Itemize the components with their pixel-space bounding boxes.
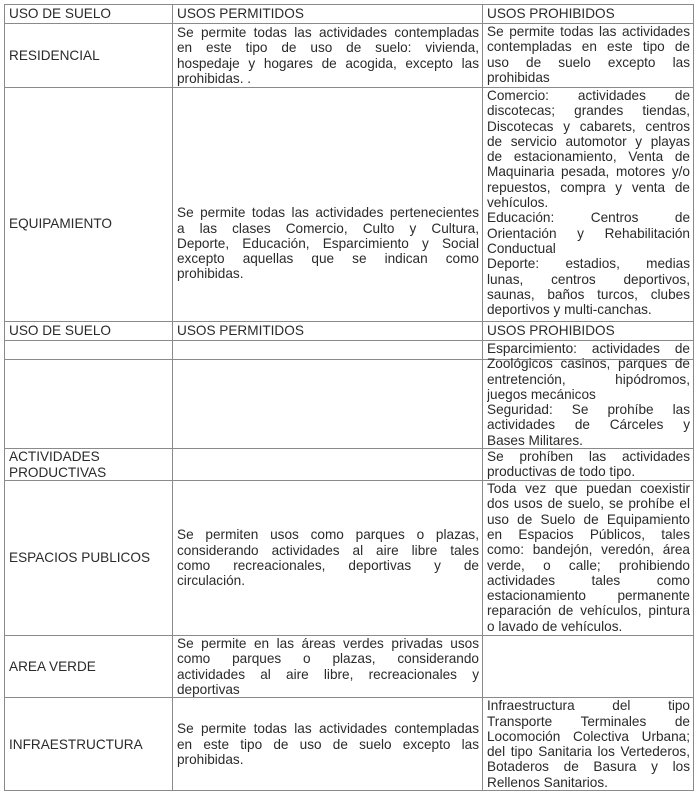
text-line: uso de Suelo de Equipamiento [487,511,690,527]
table-row [5,481,694,636]
text-line: hospedaje y hogares de acogida, excepto las [177,55,479,71]
column-header: USO DE SUELO [5,322,173,341]
text-line: Esparcimiento: actividades de [487,341,690,356]
text-line: de estacionamiento, Venta de [487,149,690,165]
column-header: USOS PROHIBIDOS [483,5,694,24]
text-line: Botaderos de Basura y los [487,759,690,775]
text-line: Comercio: actividades de [487,88,690,103]
land-use-table-part-2 [4,321,694,791]
land-use-cell [5,341,173,449]
text-line: Infraestructura del tipo [487,698,690,714]
prohibited-uses-cell [483,481,694,636]
land-use-cell [5,449,173,481]
table-row [5,636,694,698]
text-line: Deporte, Educación, Esparcimiento y Social [177,235,479,251]
prohibited-uses-cell [483,449,694,481]
land-use-cell [5,88,173,360]
text-line: prohibidas [487,69,550,85]
text-line: Deporte: estadios, medias [487,256,690,272]
text-line: juegos mecánicos [487,386,596,402]
text-line: en Espacios Públicos, tales [487,526,690,542]
table-row [5,449,694,481]
text-line: lunas, centros deportivos, [487,271,690,287]
text-line: Transporte Terminales de [487,713,690,729]
text-line: prohibidas. . [177,70,252,86]
text-line: Orientación y Rehabilitación [487,225,690,241]
text-line: vehículos. [487,195,549,211]
text-line: estacionamiento permanente [487,588,690,604]
text-line: considerando actividades al aire libre tales [177,542,479,558]
text-line: verde, o calle; prohibiendo [487,557,690,573]
text-line: AREA VERDE [9,659,96,675]
text-line: Se permite todas las actividades pertenecientes [177,205,479,221]
text-line: Discotecas y cabarets, centros [487,118,690,134]
text-line: Se permite todas las actividades [487,24,690,39]
text-line: ESPACIOS PUBLICOS [9,550,151,566]
permitted-uses-cell [173,481,483,636]
permitted-uses-cell [173,449,483,481]
text-line: actividades de Cárceles y [487,417,690,433]
text-line: circulación. [177,573,245,589]
text-line: en este tipo de uso de suelo excepto las [177,736,479,752]
header-row [5,5,694,24]
text-line: Zoológicos casinos, parques de [487,356,690,372]
land-use-cell [5,481,173,636]
text-line: Toda vez que puedan coexistir [487,481,690,497]
text-line: Locomoción Colectiva Urbana; [487,728,690,744]
text-line: Bases Militares. [487,432,583,448]
prohibited-uses-cell [483,636,694,698]
text-line: o lavado de vehículos. [487,618,623,634]
text-line: como recreacionales, deportivas y de [177,558,479,574]
text-line: discotecas; grandes tiendas, [487,103,690,119]
permitted-uses-cell [173,88,483,360]
text-line: deportivos y multi-canchas. [487,302,652,318]
text-line: Educación: Centros de [487,210,690,226]
permitted-uses-cell [173,636,483,698]
text-line: INFRAESTRUCTURA [9,736,143,752]
text-line: productivas de todo tipo. [487,464,636,480]
permitted-uses-cell [173,698,483,791]
text-line: actividades al aire libre, recreacionales y [177,666,479,682]
table-row [5,88,694,360]
text-line: Se permite todas las actividades contempladas [177,721,479,737]
land-use-cell [5,24,173,88]
column-header: USOS PERMITIDOS [173,322,483,341]
text-line: como parques o plazas, considerando [177,651,479,667]
prohibited-uses-cell [483,24,694,88]
permitted-uses-cell [173,24,483,88]
text-line: actividades tales como [487,572,690,588]
text-line: como: bandejón, veredón, área [487,542,690,558]
text-line: a las clases Comercio, Culto y Cultura, [177,220,479,236]
text-line: ACTIVIDADES [9,449,100,465]
text-line: repuestos, compra y venta de [487,179,690,195]
text-line: prohibidas. [177,266,244,282]
permitted-uses-cell [173,341,483,449]
text-line: dos usos de suelo, se prohíbe el [487,496,690,512]
text-line: Seguridad: Se prohíbe las [487,402,690,418]
text-line: Se permiten usos como parques o plazas, [177,527,479,543]
text-line: deportivas [177,681,240,697]
text-line: contempladas en este tipo de [487,39,690,55]
table-row [5,698,694,791]
text-line: Conductual [487,240,556,256]
land-use-table-part-1 [4,4,694,360]
table-row [5,341,694,449]
text-line: uso de suelo excepto las [487,54,690,70]
prohibited-uses-cell [483,698,694,791]
text-line: de servicio automotor y playas [487,133,690,149]
column-header: USOS PERMITIDOS [173,5,483,24]
text-line: Rellenos Sanitarios. [487,774,608,790]
text-line: reparación de vehículos, pintura [487,603,690,619]
text-line: en este tipo de uso de suelo: vivienda, [177,40,479,56]
land-use-cell [5,636,173,698]
header-row [5,322,694,341]
text-line: Maquinaria pesada, motores y/o [487,164,690,180]
text-line: prohibidas. [177,751,244,767]
text-line: excepto aquellas que se indican como [177,251,479,267]
text-line: Se permite todas las actividades contempladas [177,24,479,40]
text-line: Se permite en las áreas verdes privadas usos [177,636,479,652]
prohibited-uses-cell [483,88,694,360]
text-line: entretención, hipódromos, [487,371,690,387]
text-line: EQUIPAMIENTO [9,215,112,231]
column-header: USO DE SUELO [5,5,173,24]
table-row [5,24,694,88]
text-line: saunas, baños turcos, clubes [487,286,690,302]
text-line: del tipo Sanitaria los Vertederos, [487,744,690,760]
prohibited-uses-cell [483,341,694,449]
text-line: Se prohíben las actividades [487,449,690,465]
land-use-cell [5,698,173,791]
column-header: USOS PROHIBIDOS [483,322,694,341]
text-line: PRODUCTIVAS [9,464,107,480]
text-line: RESIDENCIAL [9,47,100,63]
